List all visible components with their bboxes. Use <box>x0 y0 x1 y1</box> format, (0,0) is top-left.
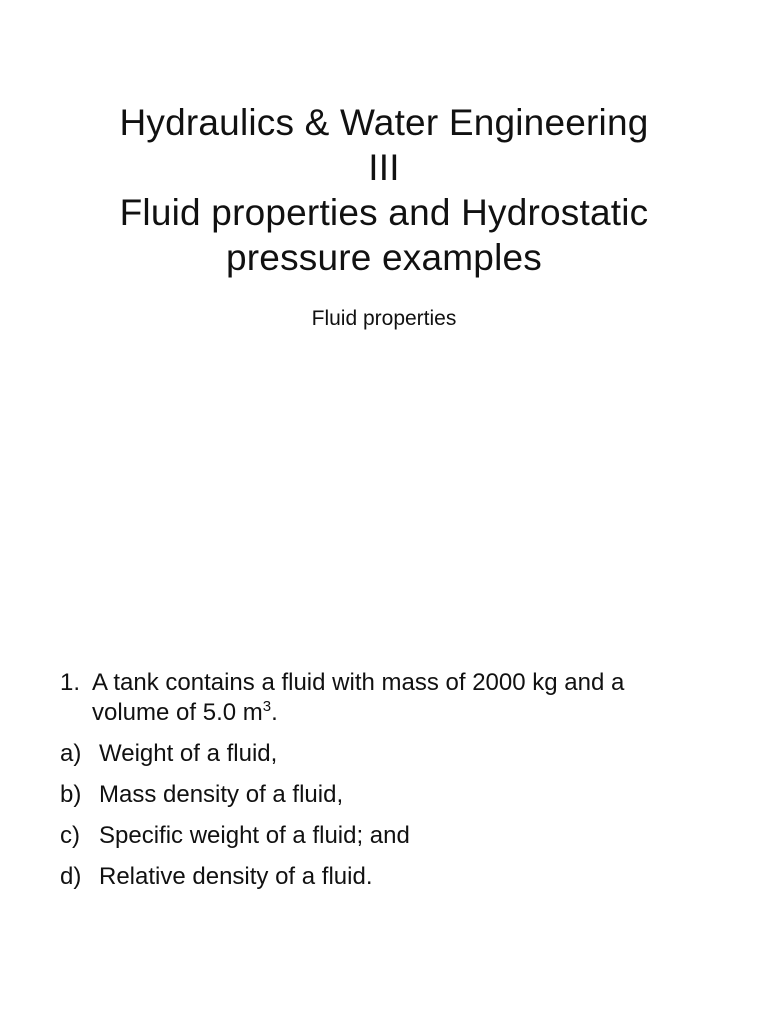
part-marker-d: d) <box>60 863 82 890</box>
title-line-1: Hydraulics & Water Engineering <box>119 102 649 143</box>
slide-title <box>0 100 768 280</box>
part-text-a: Weight of a fluid, <box>99 740 278 767</box>
part-text-b: Mass density of a fluid, <box>99 781 344 808</box>
list-item <box>60 780 740 821</box>
title-line-4: pressure examples <box>226 237 542 278</box>
question-line-1: A tank contains a fluid with mass of 2000 kg and a <box>92 669 625 696</box>
cubed-superscript: 3 <box>262 698 272 715</box>
question-block <box>60 668 740 903</box>
question-volume-text: volume of 5.0 m <box>92 699 263 726</box>
title-line-3: Fluid properties and Hydrostatic <box>119 192 649 233</box>
question-parts-list <box>60 739 740 903</box>
list-item <box>60 739 740 780</box>
question-line-2-end: . <box>271 699 278 726</box>
part-marker-b: b) <box>60 781 82 808</box>
question-text <box>92 668 624 728</box>
list-item <box>60 821 740 862</box>
title-line-2: III <box>368 147 400 188</box>
part-marker-c: c) <box>60 822 80 849</box>
slide-subtitle: Fluid properties <box>311 307 457 330</box>
part-text-c: Specific weight of a fluid; and <box>99 822 410 849</box>
list-item <box>60 862 740 903</box>
question-number: 1. <box>60 669 81 696</box>
part-marker-a: a) <box>60 740 82 767</box>
question-1 <box>60 668 740 728</box>
part-text-d: Relative density of a fluid. <box>99 863 373 890</box>
question-line-2 <box>92 698 624 728</box>
